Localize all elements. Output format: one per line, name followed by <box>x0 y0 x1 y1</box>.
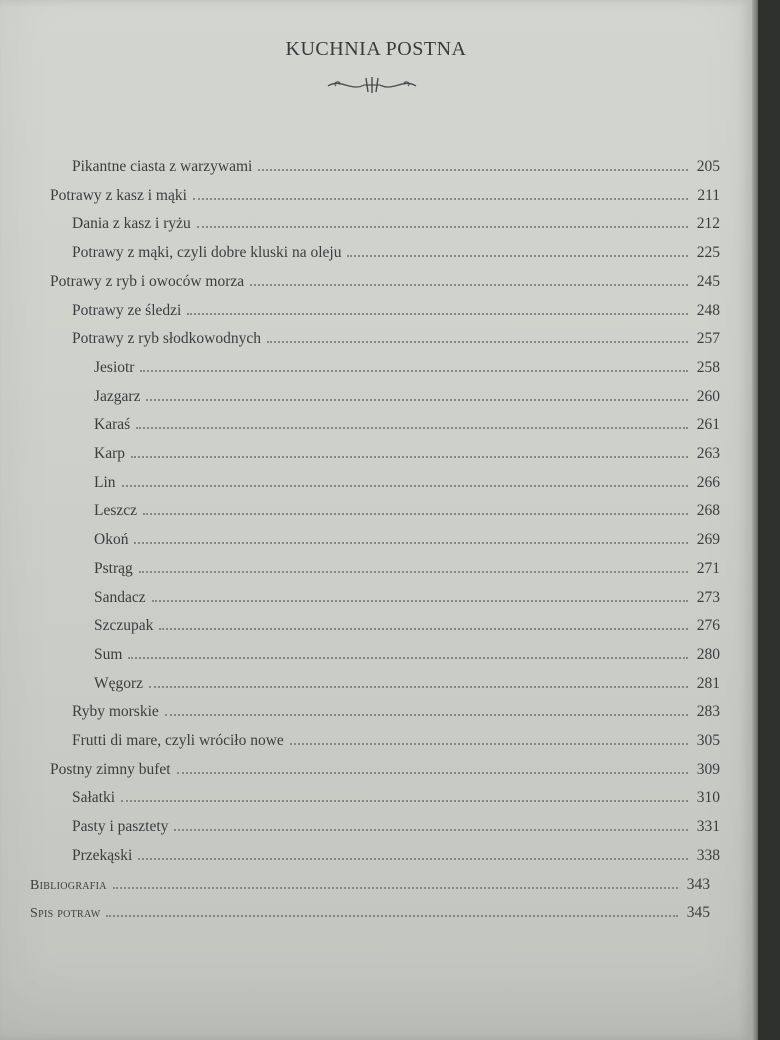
toc-entry-title: Bibliografia <box>30 877 107 893</box>
toc-entry-page-number: 345 <box>686 904 710 922</box>
dot-leader <box>134 541 688 544</box>
dot-leader <box>121 799 688 802</box>
dot-leader <box>113 886 678 889</box>
flourish-ornament-icon <box>326 74 418 96</box>
toc-entry <box>94 554 720 578</box>
dot-leader <box>143 512 688 515</box>
toc-entry-title: Postny zimny bufet <box>50 760 171 778</box>
toc-entry-title: Potrawy ze śledzi <box>72 301 182 319</box>
toc-entry <box>94 611 720 635</box>
toc-entry <box>94 468 720 492</box>
toc-entry-page-number: 309 <box>696 760 720 778</box>
dot-leader <box>159 627 688 630</box>
dot-leader <box>149 685 688 688</box>
toc-entry <box>30 870 710 894</box>
toc-entry-page-number: 245 <box>696 272 720 290</box>
toc-entry-title: Dania z kasz i ryżu <box>72 215 191 233</box>
dot-leader <box>347 254 688 257</box>
toc-entry-title: Spis potraw <box>30 906 101 922</box>
toc-entry-page-number: 266 <box>696 473 720 491</box>
toc-entry <box>50 755 720 779</box>
toc-entry <box>72 238 720 262</box>
toc-entry <box>94 353 720 377</box>
toc-entry-page-number: 305 <box>696 732 720 749</box>
toc-entry-page-number: 338 <box>696 846 720 864</box>
chapter-title: KUCHNIA POSTNA <box>285 38 467 60</box>
dot-leader <box>197 225 688 228</box>
toc-entry <box>72 812 720 836</box>
toc-entry-title: Przekąski <box>72 846 133 864</box>
toc-entry-page-number: 268 <box>696 502 720 520</box>
toc-entry <box>94 439 720 463</box>
toc-entry-title: Sum <box>94 645 123 663</box>
dot-leader <box>187 312 688 315</box>
toc-entry-title: Pikantne ciasta z warzywami <box>72 158 253 175</box>
toc-entry <box>30 898 710 922</box>
toc-entry-title: Jesiotr <box>94 358 135 376</box>
toc-entry <box>72 726 720 750</box>
toc-entry-page-number: 343 <box>686 875 710 893</box>
toc-entry-title: Potrawy z ryb i owoców morza <box>50 272 245 290</box>
toc-entry-page-number: 211 <box>697 186 720 204</box>
toc-entry <box>72 152 720 176</box>
toc-entry-title: Sandacz <box>94 588 146 606</box>
toc-entry-page-number: 260 <box>696 387 720 405</box>
dot-leader <box>290 742 688 745</box>
toc-entry <box>94 410 720 434</box>
dot-leader <box>250 283 688 286</box>
dot-leader <box>140 369 688 372</box>
toc-entry-title: Karp <box>94 445 125 462</box>
toc-entry-page-number: 273 <box>696 588 720 606</box>
page-edge <box>752 0 758 1040</box>
dot-leader <box>138 857 688 860</box>
toc-entry <box>94 496 720 520</box>
toc-entry <box>72 841 720 865</box>
toc-entry-page-number: 205 <box>696 158 720 175</box>
toc-entry-page-number: 280 <box>696 645 720 663</box>
toc-entry <box>72 296 720 320</box>
toc-entry <box>94 382 720 406</box>
toc-entry-page-number: 283 <box>696 703 720 721</box>
toc-entry <box>50 181 720 205</box>
toc-entry-page-number: 281 <box>696 674 720 692</box>
dot-leader <box>267 340 688 343</box>
toc-entry-page-number: 269 <box>696 531 720 549</box>
toc-entry-page-number: 310 <box>696 789 720 807</box>
dot-leader <box>177 771 688 774</box>
toc-entry <box>72 697 720 721</box>
toc-entry-page-number: 331 <box>696 818 720 836</box>
toc-entry-title: Pasty i pasztety <box>72 818 169 836</box>
toc-entry-page-number: 276 <box>696 617 720 635</box>
toc-entry-title: Karaś <box>94 416 131 434</box>
toc-entry-page-number: 258 <box>696 358 720 376</box>
toc-entry <box>94 640 720 664</box>
dot-leader <box>193 197 688 200</box>
toc-entry-title: Lin <box>94 473 116 491</box>
dot-leader <box>106 914 678 917</box>
toc-entry-title: Potrawy z ryb słodkowodnych <box>72 330 261 348</box>
toc-entry-page-number: 225 <box>696 244 720 262</box>
toc-entry <box>94 525 720 549</box>
toc-entry-title: Węgorz <box>94 674 144 692</box>
dot-leader <box>258 168 688 171</box>
toc-entry <box>94 669 720 693</box>
toc-entry-title: Potrawy z mąki, czyli dobre kluski na oleju <box>72 244 342 262</box>
dot-leader <box>146 398 688 401</box>
dot-leader <box>152 599 688 602</box>
toc-entry-title: Jazgarz <box>94 387 141 405</box>
dot-leader <box>139 570 688 573</box>
toc-entry-page-number: 271 <box>696 559 720 577</box>
toc-entry-title: Szczupak <box>94 617 154 635</box>
toc-entry <box>50 267 720 291</box>
dot-leader <box>122 484 688 487</box>
toc-entry-page-number: 212 <box>696 215 720 233</box>
toc-entry <box>72 324 720 348</box>
dot-leader <box>165 713 688 716</box>
dot-leader <box>128 656 688 659</box>
toc-entry-page-number: 263 <box>696 445 720 462</box>
toc-entry <box>72 783 720 807</box>
dot-leader <box>136 426 688 429</box>
toc-entry-title: Okoń <box>94 531 129 549</box>
toc-entry-title: Sałatki <box>72 789 116 807</box>
toc-entry <box>94 583 720 607</box>
toc-entry-title: Pstrąg <box>94 559 133 577</box>
toc-entry-page-number: 261 <box>696 416 720 434</box>
toc-entry-title: Potrawy z kasz i mąki <box>50 186 187 204</box>
toc-entry-title: Frutti di mare, czyli wróciło nowe <box>72 732 284 749</box>
toc-entry-title: Leszcz <box>94 502 138 520</box>
dot-leader <box>174 828 688 831</box>
toc-entry <box>72 209 720 233</box>
toc-entry-page-number: 257 <box>696 330 720 348</box>
toc-entry-page-number: 248 <box>696 301 720 319</box>
toc-entry-title: Ryby morskie <box>72 703 159 721</box>
dot-leader <box>131 455 688 458</box>
